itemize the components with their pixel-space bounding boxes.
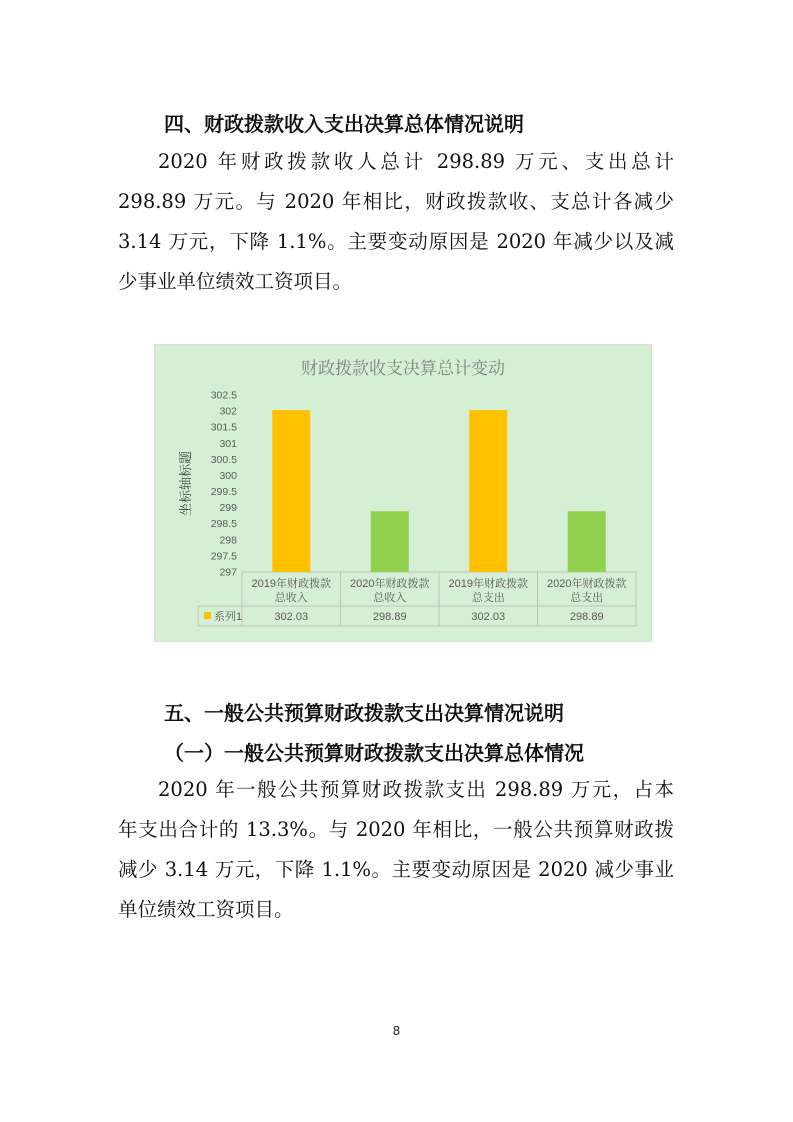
y-tick-label: 298.5 [210, 518, 237, 531]
bar [469, 410, 507, 572]
paragraph-line: 少事业单位绩效工资项目。 [118, 270, 353, 293]
x-tick-label: 总支出 [471, 592, 505, 604]
section-5-heading: 五、一般公共预算财政拨款支出决算情况说明 [164, 701, 564, 725]
section-4-heading: 四、财政拨款收入支出决算总体情况说明 [164, 112, 524, 136]
y-tick-label: 302.5 [210, 389, 237, 402]
y-tick-label: 299.5 [210, 486, 237, 499]
paragraph-line: 年支出合计的 13.3%。与 2020 年相比，一般公共预算财政拨 [118, 818, 674, 841]
section-5-paragraph [118, 770, 674, 930]
y-tick-label: 299 [219, 502, 237, 515]
x-tick-label: 总支出 [570, 592, 604, 604]
x-tick-label: 2019年财政拨款 [251, 578, 331, 590]
legend-swatch [204, 612, 211, 619]
bar [371, 511, 409, 572]
y-axis-title: 坐标轴标题 [178, 450, 193, 517]
paragraph-line: 减少 3.14 万元，下降 1.1%。主要变动原因是 2020 减少事业 [118, 858, 674, 881]
y-tick-label: 300.5 [210, 453, 237, 466]
paragraph-line: 3.14 万元，下降 1.1%。主要变动原因是 2020 年减少以及减 [118, 230, 674, 253]
paragraph-line: 单位绩效工资项目。 [118, 898, 294, 921]
bar [568, 511, 606, 572]
data-table-value: 298.89 [372, 611, 407, 623]
legend-label: 系列1 [214, 611, 243, 623]
x-tick-label: 2020年财政拨款 [547, 578, 627, 590]
y-tick-label: 301.5 [210, 421, 237, 434]
y-tick-label: 301 [219, 437, 237, 450]
bar [272, 410, 310, 572]
y-tick-label: 300 [219, 469, 237, 482]
y-tick-label: 297 [219, 566, 237, 579]
paragraph-line: 2020 年财政拨款收人总计 298.89 万元、支出总计 [158, 150, 674, 173]
x-tick-label: 2020年财政拨款 [350, 578, 430, 590]
paragraph-line: 2020 年一般公共预算财政拨款支出 298.89 万元，占本 [158, 778, 674, 801]
y-tick-label: 298 [219, 534, 237, 547]
data-table-value: 302.03 [471, 611, 506, 623]
y-tick-label: 302 [219, 405, 237, 418]
x-tick-label: 2019年财政拨款 [448, 578, 528, 590]
y-tick-label: 297.5 [210, 550, 237, 563]
x-tick-label: 总收入 [373, 592, 407, 604]
budget-change-chart [154, 344, 652, 642]
paragraph-line: 298.89 万元。与 2020 年相比，财政拨款收、支总计各减少 [118, 190, 674, 213]
data-table-value: 298.89 [569, 611, 604, 623]
page-number: 8 [392, 1024, 401, 1038]
chart-title: 财政拨款收支决算总计变动 [301, 359, 505, 378]
data-table-value: 302.03 [274, 611, 309, 623]
section-5-subheading: （一）一般公共预算财政拨款支出决算总体情况 [164, 741, 584, 765]
section-4-paragraph [118, 142, 674, 302]
x-tick-label: 总收入 [274, 592, 308, 604]
